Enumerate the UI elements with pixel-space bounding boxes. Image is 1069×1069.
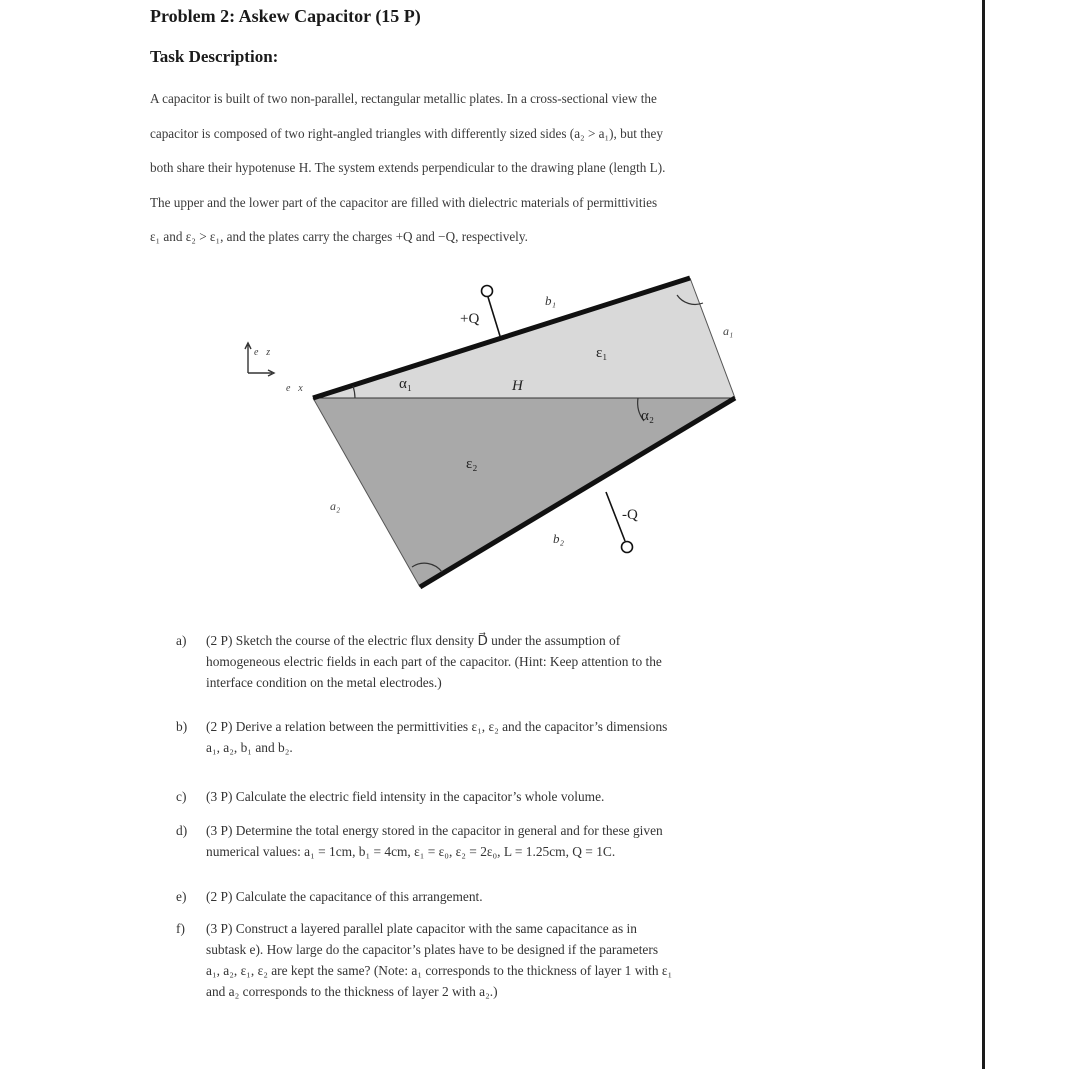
capacitor-figure [220, 265, 780, 605]
charge-positive-label: +Q [460, 311, 480, 327]
task-description-heading: Task Description: [150, 47, 279, 66]
description-line: A capacitor is built of two non-parallel, rectangular metallic plates. In a cross-sectional view the [150, 91, 657, 106]
page-right-edge [982, 0, 985, 1069]
task-line: numerical values: a₁ = 1cm, b₁ = 4cm, ε₁ = ε₀, ε₂ = 2ε₀, L = 1.25cm, Q = 1C. [206, 844, 616, 859]
charge-negative-label: -Q [622, 507, 638, 523]
epsilon2-label: ε₂ [466, 456, 478, 472]
task-description-paragraph [150, 82, 872, 255]
side-a1-label: a₁ [723, 324, 734, 338]
task-line: interface condition on the metal electrodes.) [206, 675, 442, 690]
lower-dielectric-region [313, 398, 735, 587]
task-line: (2 P) Derive a relation between the permittivities ε₁, ε₂ and the capacitor’s dimensions [206, 719, 668, 734]
task-line: (2 P) Calculate the capacitance of this arrangement. [206, 889, 483, 904]
task-line: homogeneous electric fields in each part of the capacitor. (Hint: Keep attention to the [206, 654, 662, 669]
axis-z-label: e⃗z [254, 347, 271, 358]
task-label: f) [176, 921, 185, 936]
task-line: and a₂ corresponds to the thickness of layer 2 with a₂.) [206, 984, 498, 999]
task-line: (3 P) Determine the total energy stored in the capacitor in general and for these given [206, 823, 663, 838]
task-label: e) [176, 889, 187, 904]
task-line: (3 P) Construct a layered parallel plate capacitor with the same capacitance as in [206, 921, 637, 936]
task-label: a) [176, 633, 187, 648]
angle-alpha2-label: α₂ [641, 408, 655, 424]
side-b2-label: b₂ [553, 531, 565, 546]
task-label: d) [176, 823, 188, 838]
hypotenuse-label: H [512, 378, 523, 394]
task-line: (3 P) Calculate the electric field intensity in the capacitor’s whole volume. [206, 789, 605, 804]
description-line: The upper and the lower part of the capacitor are filled with dielectric materials of permittivities [150, 194, 658, 210]
axis-x-label: e⃗x [286, 383, 303, 394]
positive-terminal-icon [482, 286, 501, 337]
description-line: both share their hypotenuse H. The system extends perpendicular to the drawing plane (length L). [150, 160, 666, 175]
task-line: a₁, a₂, b₁ and b₂. [206, 740, 293, 755]
task-line: subtask e). How large do the capacitor’s plates have to be designed if the parameters [206, 942, 659, 957]
description-line: ε₁ and ε₂ > ε₁, and the plates carry the charges +Q and −Q, respectively. [150, 229, 528, 244]
angle-alpha1-label: α₁ [399, 376, 413, 392]
task-line: (2 P) Sketch the course of the electric flux density D⃗ under the assumption of [206, 633, 621, 648]
task-label: b) [176, 719, 188, 734]
task-label: c) [176, 789, 187, 804]
epsilon1-label: ε₁ [596, 345, 608, 361]
task-line: a₁, a₂, ε₁, ε₂ are kept the same? (Note: a₁ corresponds to the thickness of layer 1 with ε₁ [206, 963, 673, 978]
description-line: capacitor is composed of two right-angled triangles with differently sized sides (a₂ > a₁), but they [150, 125, 663, 141]
side-a2-label: a₂ [330, 499, 341, 513]
side-b1-label: b₁ [545, 293, 557, 308]
problem-title: Problem 2: Askew Capacitor (15 P) [150, 6, 421, 26]
